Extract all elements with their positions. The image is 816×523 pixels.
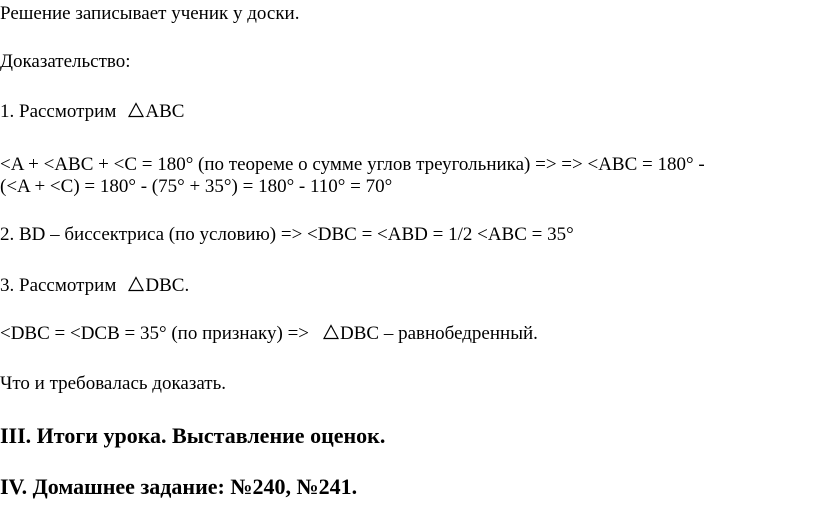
- intro-text: Решение записывает ученик у доски.: [0, 3, 300, 24]
- triangle-icon: [323, 324, 339, 340]
- step-2: 2. BD – биссектриса (по условию) => <DBC = <ABD = 1/2 <ABC = 35°: [0, 224, 574, 245]
- equation-3: [0, 323, 538, 345]
- step-1: [0, 101, 184, 123]
- equation-1-line-2: (<A + <C) = 180° - (75° + 35°) = 180° - 110° = 70°: [0, 176, 393, 197]
- step-3-prefix: 3. Рассмотрим: [0, 275, 117, 296]
- step-1-prefix: 1. Рассмотрим: [0, 101, 117, 122]
- section-heading-homework: IV. Домашнее задание: №240, №241.: [0, 474, 358, 499]
- step-3: [0, 275, 189, 297]
- equation-1-line-1: <A + <ABC + <C = 180° (по теореме о сумме углов треугольника) => => <ABC = 180° -: [0, 154, 705, 175]
- triangle-icon: [128, 276, 144, 292]
- section-heading-results: III. Итоги урока. Выставление оценок.: [0, 423, 386, 448]
- step-3-triangle-name: DBC.: [145, 275, 190, 296]
- triangle-icon: [128, 102, 144, 118]
- conclusion-text: Что и требовалась доказать.: [0, 373, 226, 394]
- equation-3-suffix: DBC – равнобедренный.: [340, 323, 538, 344]
- proof-label: Доказательство:: [0, 51, 131, 72]
- equation-3-prefix: <DBC = <DCB = 35° (по признаку) =>: [0, 323, 310, 344]
- step-1-triangle-name: ABC: [145, 101, 185, 122]
